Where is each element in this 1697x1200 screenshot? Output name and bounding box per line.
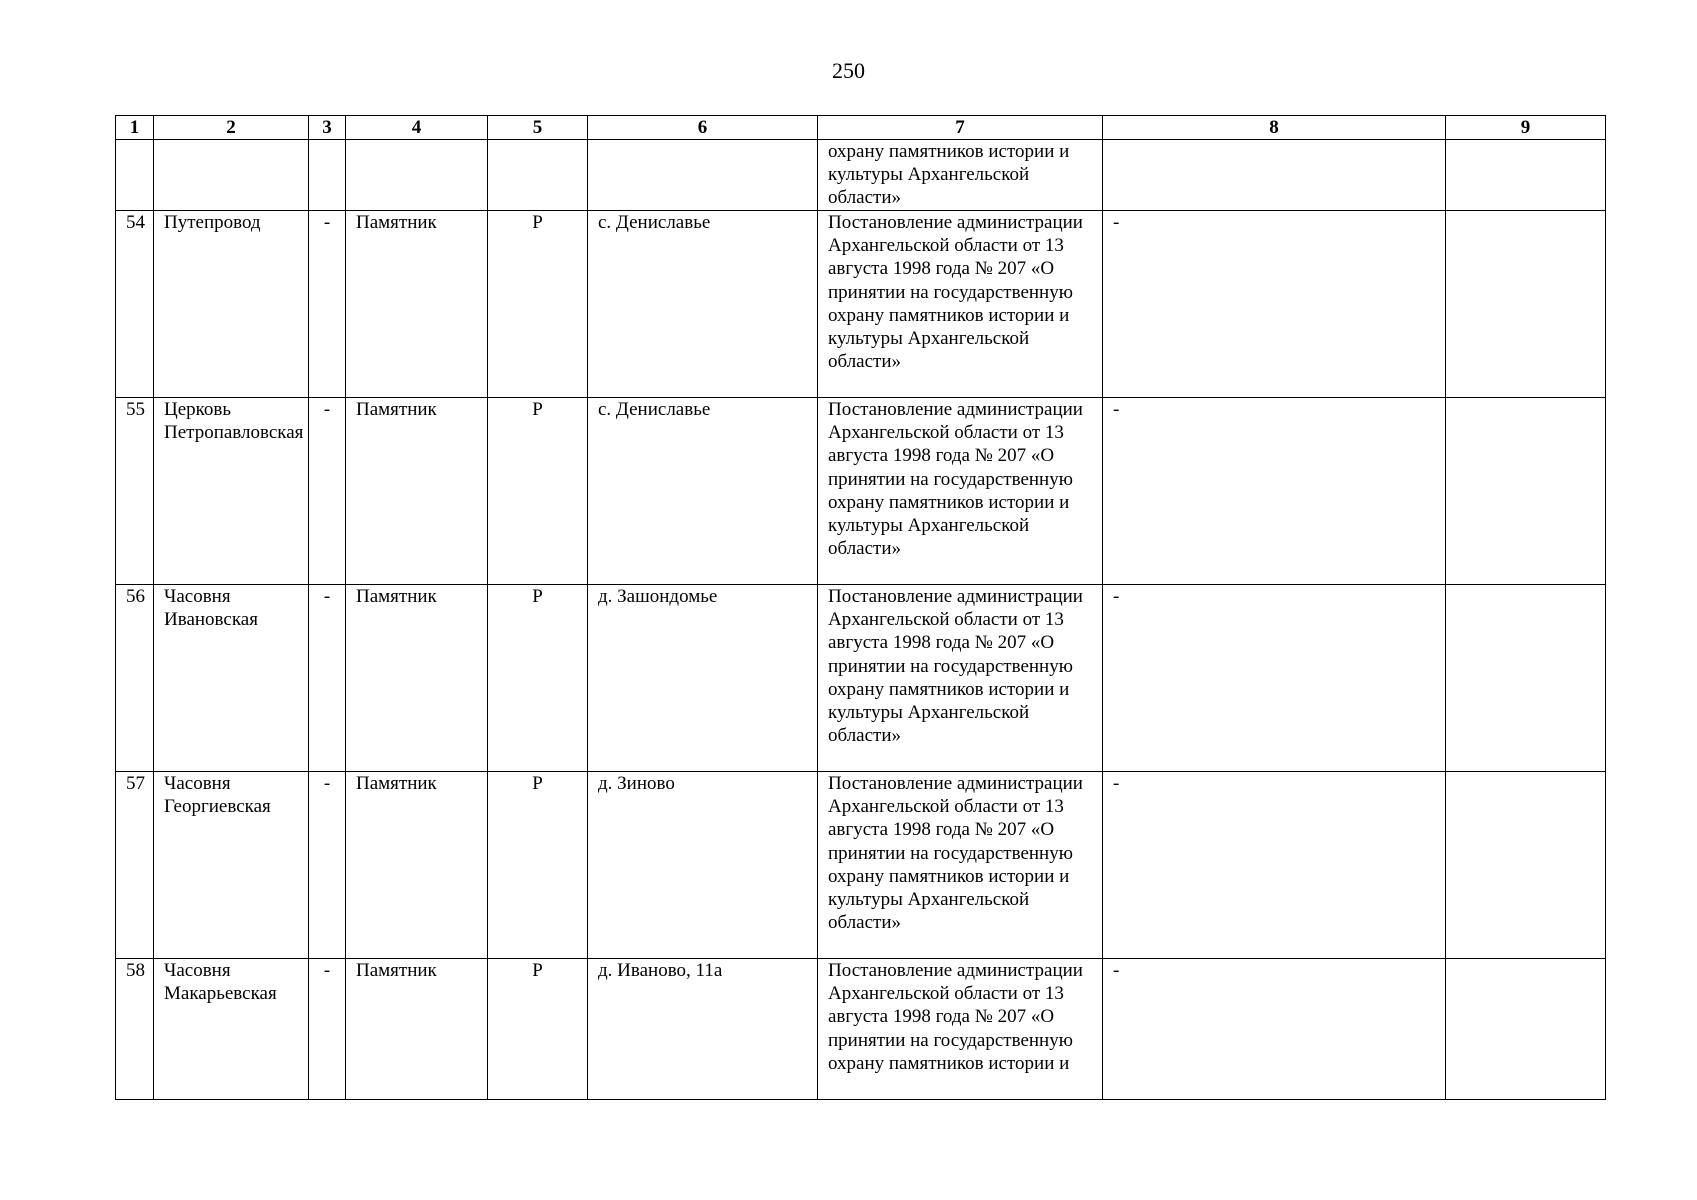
object-type: Памятник (346, 211, 488, 398)
object-type: Памятник (346, 772, 488, 959)
header-row (116, 116, 1606, 140)
heritage-registry-table (115, 115, 1606, 1100)
col3-value: - (309, 585, 346, 772)
basis-cell: Постановление администрации Архангельской области от 13 августа 1998 года № 207 «О принятии на государственную охрану памятников истории и культуры Архангельской области» (818, 772, 1103, 959)
header-cell: 5 (488, 116, 588, 140)
table-row (116, 398, 1606, 585)
empty-cell (1446, 140, 1606, 211)
location: с. Дениславье (588, 211, 818, 398)
col3-value: - (309, 398, 346, 585)
empty-cell (309, 140, 346, 211)
category: Р (488, 585, 588, 772)
location: с. Дениславье (588, 398, 818, 585)
row-number: 56 (116, 585, 154, 772)
header-cell: 6 (588, 116, 818, 140)
header-cell: 2 (154, 116, 309, 140)
header-cell: 4 (346, 116, 488, 140)
table-row (116, 959, 1606, 1100)
basis-cell: Постановление администрации Архангельской области от 13 августа 1998 года № 207 «О принятии на государственную охрану памятников истории и культуры Архангельской области» (818, 211, 1103, 398)
location: д. Зиново (588, 772, 818, 959)
table-row (116, 772, 1606, 959)
object-name: Часовня Макарьевская (154, 959, 309, 1100)
basis-cell: охрану памятников истории и культуры Архангельской области» (818, 140, 1103, 211)
col8-value: - (1103, 959, 1446, 1100)
category: Р (488, 398, 588, 585)
col9-value (1446, 772, 1606, 959)
col3-value: - (309, 959, 346, 1100)
header-cell: 7 (818, 116, 1103, 140)
object-name: Путепровод (154, 211, 309, 398)
object-name: Часовня Ивановская (154, 585, 309, 772)
object-type: Памятник (346, 585, 488, 772)
col8-value: - (1103, 398, 1446, 585)
page-number: 250 (832, 58, 865, 83)
header-cell: 1 (116, 116, 154, 140)
row-number: 55 (116, 398, 154, 585)
col9-value (1446, 585, 1606, 772)
col8-value: - (1103, 585, 1446, 772)
col8-value: - (1103, 211, 1446, 398)
empty-cell (588, 140, 818, 211)
table-row (116, 585, 1606, 772)
location: д. Зашондомье (588, 585, 818, 772)
location: д. Иваново, 11а (588, 959, 818, 1100)
object-type: Памятник (346, 398, 488, 585)
empty-cell (154, 140, 309, 211)
object-name: Церковь Петропавловская (154, 398, 309, 585)
empty-cell (1103, 140, 1446, 211)
basis-cell: Постановление администрации Архангельской области от 13 августа 1998 года № 207 «О принятии на государственную охрану памятников истории и культуры Архангельской области» (818, 585, 1103, 772)
basis-cell: Постановление администрации Архангельской области от 13 августа 1998 года № 207 «О принятии на государственную охрану памятников истории и (818, 959, 1103, 1100)
empty-cell (346, 140, 488, 211)
row-number: 57 (116, 772, 154, 959)
header-cell: 8 (1103, 116, 1446, 140)
col9-value (1446, 959, 1606, 1100)
col8-value: - (1103, 772, 1446, 959)
table-row (116, 211, 1606, 398)
object-type: Памятник (346, 959, 488, 1100)
col9-value (1446, 398, 1606, 585)
category: Р (488, 959, 588, 1100)
col3-value: - (309, 772, 346, 959)
empty-cell (116, 140, 154, 211)
row-number: 58 (116, 959, 154, 1100)
header-cell: 9 (1446, 116, 1606, 140)
basis-cell: Постановление администрации Архангельской области от 13 августа 1998 года № 207 «О принятии на государственную охрану памятников истории и культуры Архангельской области» (818, 398, 1103, 585)
object-name: Часовня Георгиевская (154, 772, 309, 959)
continuation-row (116, 140, 1606, 211)
header-cell: 3 (309, 116, 346, 140)
empty-cell (488, 140, 588, 211)
row-number: 54 (116, 211, 154, 398)
col3-value: - (309, 211, 346, 398)
category: Р (488, 772, 588, 959)
category: Р (488, 211, 588, 398)
col9-value (1446, 211, 1606, 398)
